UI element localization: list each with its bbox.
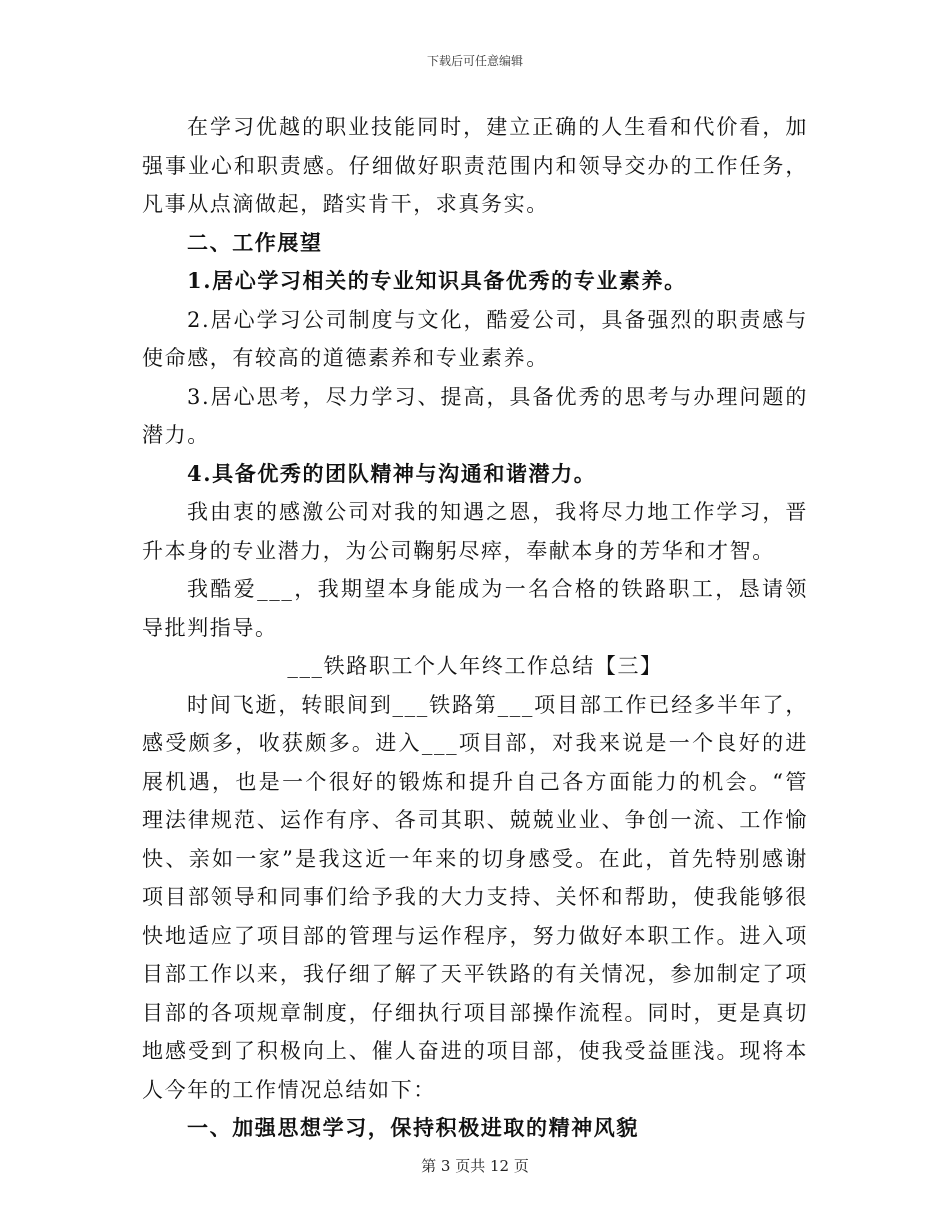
- section-heading-study: 一、加强思想学习，保持积极进取的精神风貌: [187, 1115, 639, 1140]
- list-item-4: 4.具备优秀的团队精神与沟通和谐潜力。: [187, 460, 597, 486]
- page-header: 下载后可任意编辑: [426, 54, 523, 68]
- page-number: 第 3 页共 12 页: [421, 1157, 529, 1175]
- paragraph-introduction: 时间飞逝，转眼间到___铁路第___项目部工作已经多半年了，感受颇多，收获颇多。进入___项目部，对我来说是一个良好的进展机遇，也是一个很好的锻炼和提升自己各方面能力的机会。“管理法律规范、运作有序、各司其职、兢兢业业、争创一流、工作愉快、亲如一家”是我这近一年来的切身感受。在此，首先特别感谢项目部领导和同事们给予我的大力支持、关怀和帮助，使我能够很快地适应了项目部的管理与运作程序，努力做好本职工作。进入项目部工作以来，我仔细了解了天平铁路的有关情况，参加制定了项目部的各项规章制度，仔细执行项目部操作流程。同时，更是真切地感受到了积极向上、催人奋进的项目部，使我受益匪浅。现将本人今年的工作情况总结如下：: [142, 692, 808, 1102]
- list-item-2: 2.居心学习公司制度与文化，酷爱公司，具备强烈的职责感与使命感，有较高的道德素养和专业素养。: [142, 307, 808, 370]
- paragraph-career-attitude: 在学习优越的职业技能同时，建立正确的人生看和代价看，加强事业心和职责感。仔细做好职责范围内和领导交办的工作任务，凡事从点滴做起，踏实肯干，求真务实。: [142, 115, 808, 216]
- list-item-3: 3.居心思考，尽力学习、提高，具备优秀的思考与办理问题的潜力。: [142, 384, 808, 447]
- document-body: [142, 108, 808, 1148]
- paragraph-expectation: 我酷爱___，我期望本身能成为一名合格的铁路职工，恳请领导批判指导。: [142, 577, 808, 640]
- document-title: ___铁路职工个人年终工作总结【三】: [287, 654, 663, 678]
- paragraph-gratitude: 我由衷的感激公司对我的知遇之恩，我将尽力地工作学习，晋升本身的专业潜力，为公司鞠躬尽瘁，奉献本身的芳华和才智。: [142, 500, 808, 563]
- list-item-1: 1.居心学习相关的专业知识具备优秀的专业素养。: [187, 268, 687, 293]
- section-heading-work-outlook: 二、工作展望: [187, 229, 323, 255]
